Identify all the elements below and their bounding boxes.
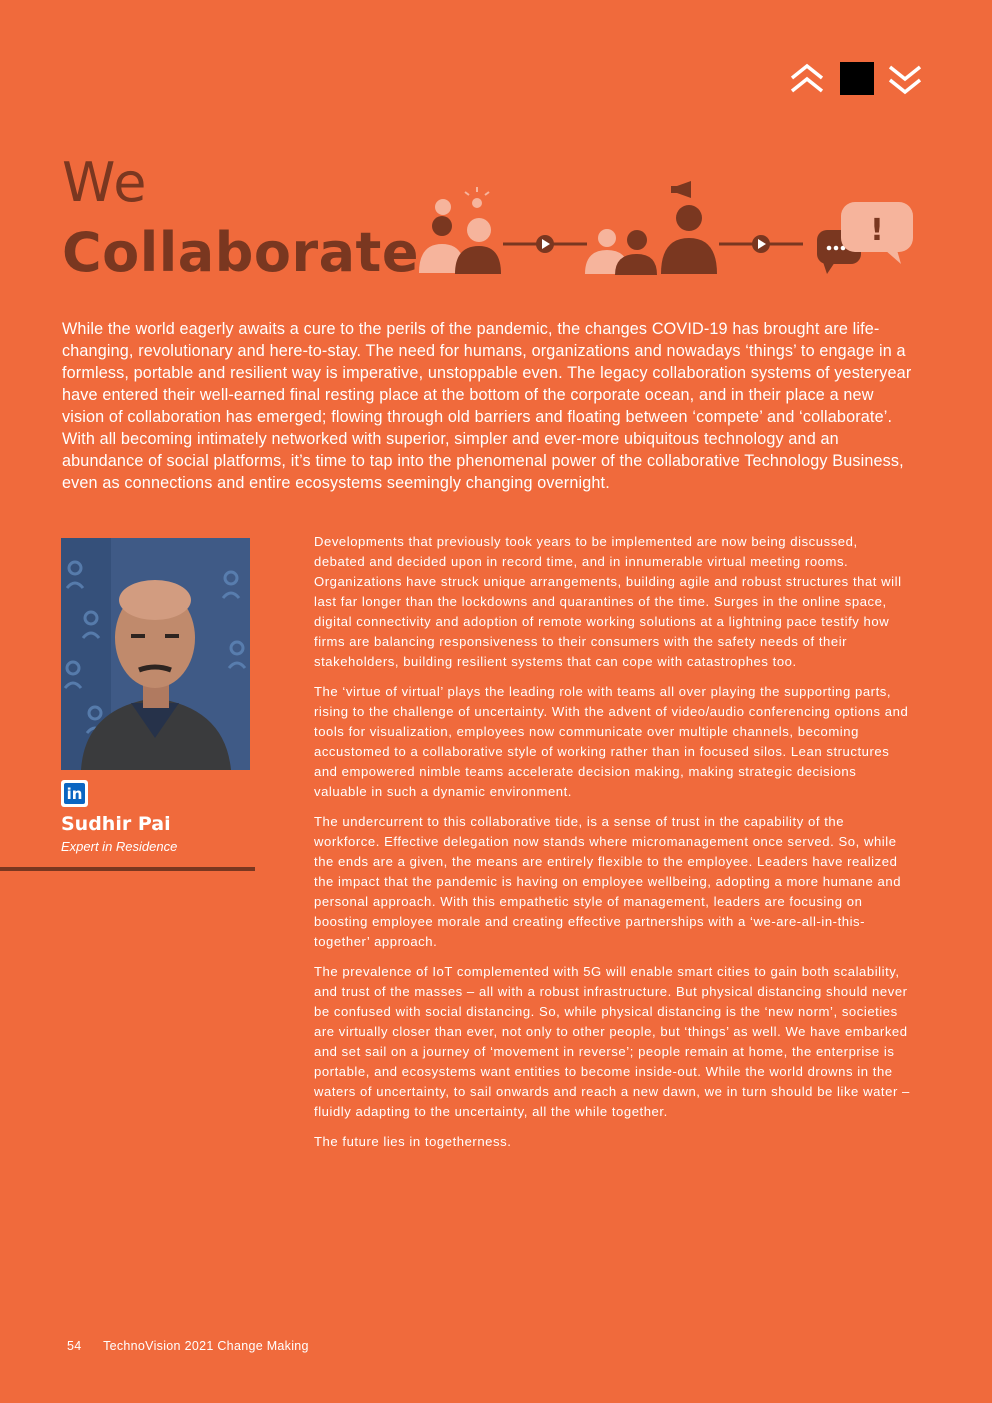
chat-bubbles-icon	[817, 202, 913, 274]
page-navigation	[788, 60, 924, 98]
author-photo	[61, 538, 250, 770]
double-chevron-up-icon	[788, 60, 826, 98]
collaboration-illustration	[415, 178, 920, 283]
author-name: Sudhir Pai	[61, 813, 171, 835]
body-paragraph: Developments that previously took years to be implemented are now being discussed, debated and decided upon in record time, and in innumerable virtual meeting rooms. Organizations have struck unique arrangements, building agile and robust structures that will last far longer than the lockdowns and quarantines of the time. Surges in the online space, digital connectivity and adoption of remote working solutions at a lightning pace testify how firms are balancing responsiveness to their consumers with the safety needs of their stakeholders, building resilient systems that can cope with catastrophes too.	[314, 534, 902, 669]
exclamation-mark: !	[870, 213, 884, 248]
body-paragraph: The prevalence of IoT complemented with 5G will enable smart cities to gain both scalability, and trust of the masses – all with a robust infrastructure. But physical distancing should never be confused with social distancing. So, while physical distancing is the ‘new norm’, societies are virtually closer than ever, not only to other people, but ‘things’ as well. We have embarked and set sail on a journey of ‘movement in reverse’; people remain at home, the enterprise is portable, and ecosystems want entities to become inside-out. While the world drowns in the waters of uncertainty, to sail onwards and reach a new dawn, we in turn should be like water – fluidly adapting to the uncertainty, all the while together.	[314, 964, 910, 1119]
double-chevron-down-icon	[886, 60, 924, 98]
linkedin-label: in	[64, 783, 85, 804]
page-number: 54	[67, 1339, 82, 1353]
page-footer	[67, 1339, 309, 1353]
previous-page-button[interactable]	[788, 60, 826, 98]
team-people-icon	[585, 229, 657, 275]
title-line-2: Collaborate	[62, 221, 419, 284]
body-paragraph: The future lies in togetherness.	[314, 1134, 512, 1149]
linkedin-icon[interactable]	[61, 780, 88, 807]
intro-paragraph: While the world eagerly awaits a cure to the perils of the pandemic, the changes COVID-19 has brought are life-changing, revolutionary and here-to-stay. The need for humans, organizations and nowadays ‘things’ to engage in a formless, portable and resilient way is imperative, unstoppable even. The legacy collaboration systems of yesteryear have entered their well-earned final resting place at the bottom of the corporate ocean, and in their place a new vision of collaboration has emerged; flowing through old barriers and floating between ‘compete’ and ‘collaborate’. With all becoming intimately networked with superior, simpler and ever-more ubiquitous technology and an abundance of social platforms, it’s time to tap into the phenomenal power of the collaborative Technology Business, even as connections and entire ecosystems seemingly changing overnight.	[62, 320, 912, 492]
body-paragraph: The ‘virtue of virtual’ plays the leading role with teams all over playing the supporting parts, rising to the challenge of uncertainty. With the advent of video/audio conferencing options and tools for visualization, employees now communicate over multiple channels, becoming accustomed to a collaborative style of working rather than in focused silos. Lean structures and empowered nimble teams accelerate decision making, making strategic decisions valuable in such a dynamic environment.	[314, 684, 909, 799]
title-line-1: We	[62, 151, 148, 214]
home-square-button[interactable]	[840, 62, 874, 95]
author-divider	[0, 867, 255, 871]
page-title	[62, 148, 419, 288]
author-role: Expert in Residence	[61, 839, 178, 854]
next-page-button[interactable]	[886, 60, 924, 98]
megaphone-speaker-icon	[661, 181, 717, 274]
article-body	[314, 532, 912, 1162]
idea-people-icon	[419, 187, 501, 274]
publication-name: TechnoVision 2021 Change Making	[103, 1339, 309, 1353]
body-paragraph: The undercurrent to this collaborative tide, is a sense of trust in the capability of the workforce. Effective delegation now stands where micromanagement once served. So, while the ends are a given, the means are entirely flexible to the employee. Leaders have realized the impact that the pandemic is having on employee wellbeing, adopting a more humane and personal approach. With this empathetic style of management, leaders are focusing on boosting employee morale and creating effective partnerships with a ‘we-are-all-in-this-together’ approach.	[314, 814, 902, 949]
